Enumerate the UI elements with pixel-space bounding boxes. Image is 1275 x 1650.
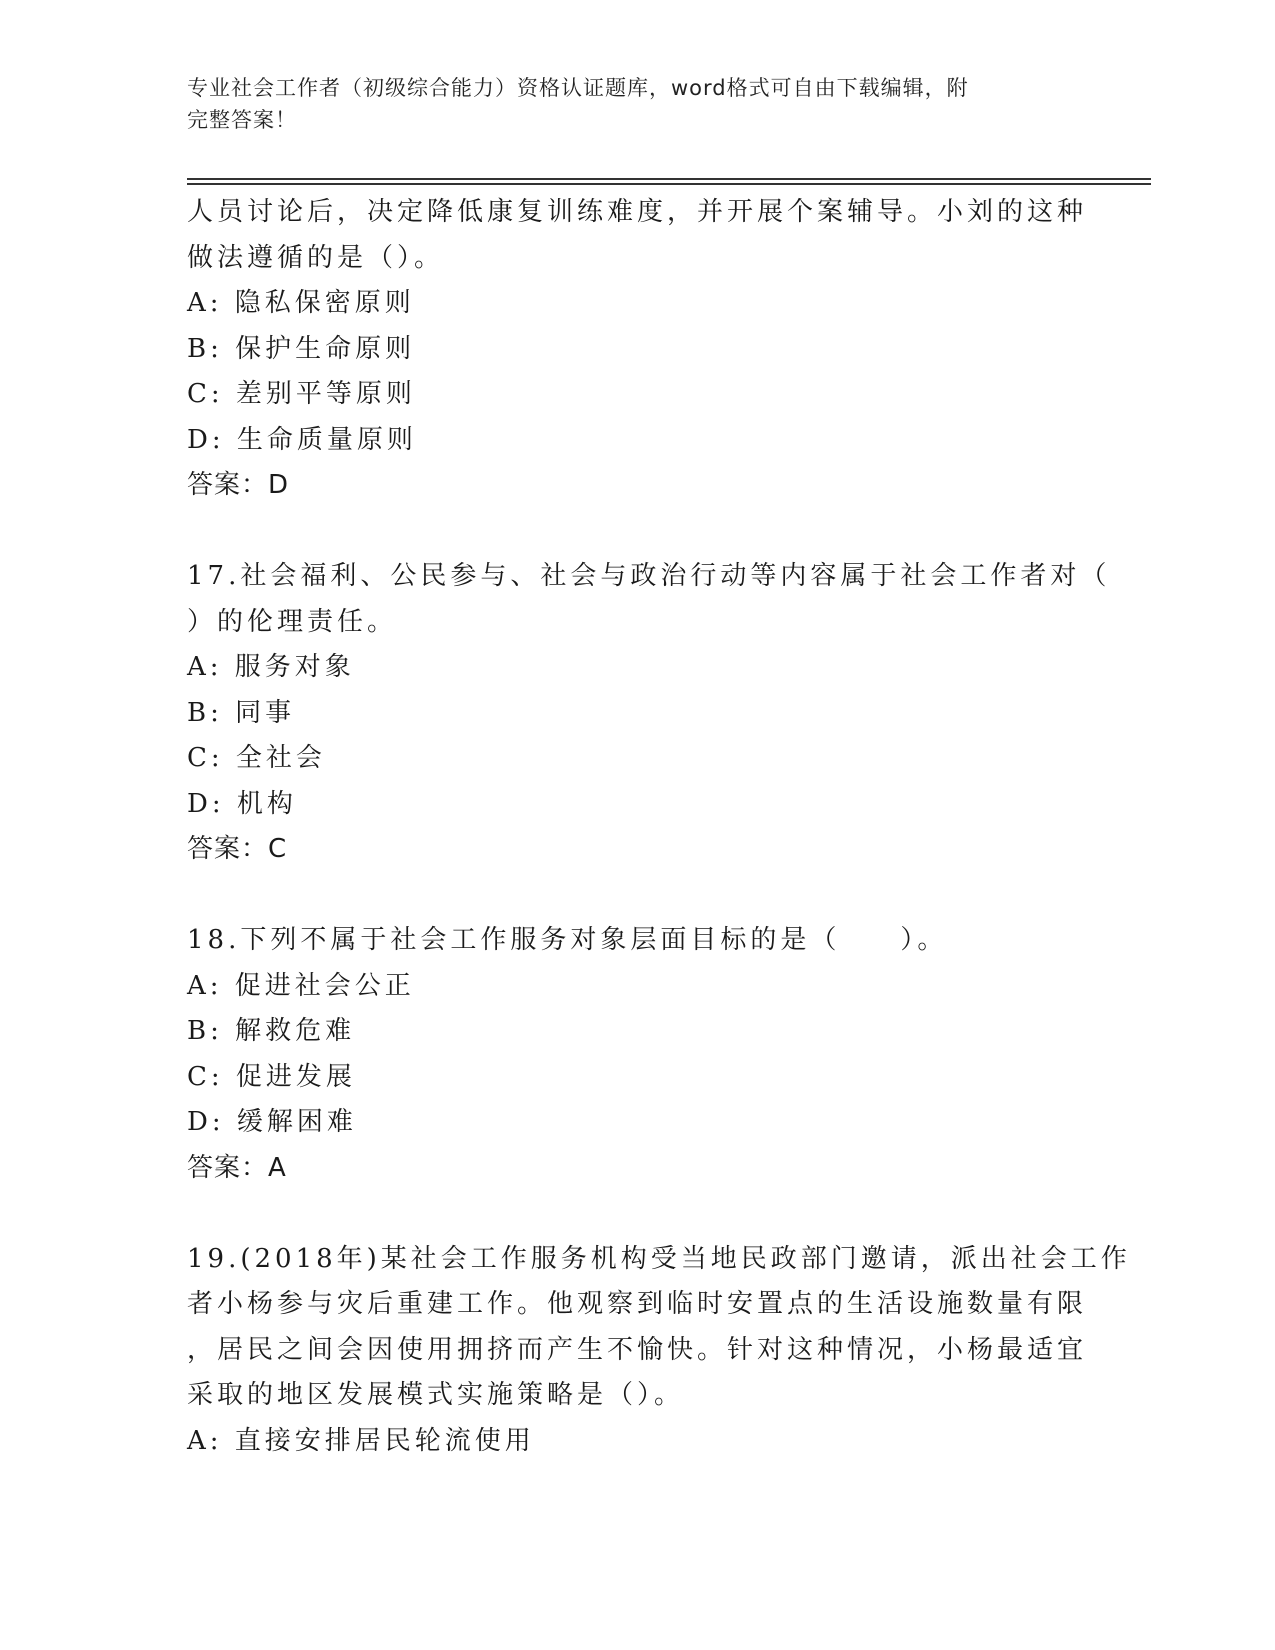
question-17 bbox=[187, 554, 1111, 873]
option-d: D: 生命质量原则 bbox=[187, 424, 417, 455]
option-a: A: 促进社会公正 bbox=[187, 970, 415, 1001]
option-a: A: 直接安排居民轮流使用 bbox=[187, 1425, 535, 1456]
option-c: C: 全社会 bbox=[187, 743, 326, 773]
header-line-2: 完整答案！ bbox=[187, 108, 297, 132]
question-stem: 做法遵循的是（）。 bbox=[187, 242, 445, 273]
header-divider-top bbox=[187, 178, 1151, 180]
answer: 答案：C bbox=[187, 834, 288, 864]
question-stem: 18.下列不属于社会工作服务对象层面目标的是（ ）。 bbox=[187, 925, 948, 955]
spacer bbox=[187, 509, 1107, 555]
option-b: B: 保护生命原则 bbox=[187, 333, 416, 364]
question-19 bbox=[187, 1237, 1131, 1465]
question-stem: 采取的地区发展模式实施策略是（）。 bbox=[187, 1380, 685, 1410]
page-header bbox=[187, 72, 1087, 136]
option-b: B: 解救危难 bbox=[187, 1016, 356, 1046]
question-16 bbox=[187, 190, 1107, 509]
question-stem: ，居民之间会因使用拥挤而产生不愉快。针对这种情况，小杨最适宜 bbox=[187, 1334, 1088, 1365]
option-c: C: 促进发展 bbox=[187, 1061, 356, 1092]
option-d: D: 缓解困难 bbox=[187, 1107, 357, 1137]
answer: 答案：D bbox=[187, 470, 290, 500]
option-a: A: 隐私保密原则 bbox=[187, 288, 415, 318]
question-18 bbox=[187, 918, 1107, 1191]
question-list bbox=[187, 190, 1131, 1464]
answer: 答案：A bbox=[187, 1152, 287, 1183]
spacer bbox=[187, 1191, 1107, 1237]
question-stem: 19.(2018年)某社会工作服务机构受当地民政部门邀请，派出社会工作 bbox=[187, 1243, 1131, 1274]
question-stem: 17.社会福利、公民参与、社会与政治行动等内容属于社会工作者对（ bbox=[187, 561, 1111, 591]
question-stem: ）的伦理责任。 bbox=[187, 606, 398, 637]
option-c: C: 差别平等原则 bbox=[187, 379, 416, 409]
question-stem: 人员讨论后，决定降低康复训练难度，并开展个案辅导。小刘的这种 bbox=[187, 197, 1088, 227]
option-b: B: 同事 bbox=[187, 697, 296, 728]
option-d: D: 机构 bbox=[187, 788, 297, 819]
spacer bbox=[187, 873, 1107, 919]
question-stem: 者小杨参与灾后重建工作。他观察到临时安置点的生活设施数量有限 bbox=[187, 1289, 1088, 1319]
option-a: A: 服务对象 bbox=[187, 652, 355, 682]
header-divider-bottom bbox=[187, 183, 1151, 185]
header-line-1: 专业社会工作者（初级综合能力）资格认证题库，word格式可自由下载编辑，附 bbox=[187, 76, 969, 100]
